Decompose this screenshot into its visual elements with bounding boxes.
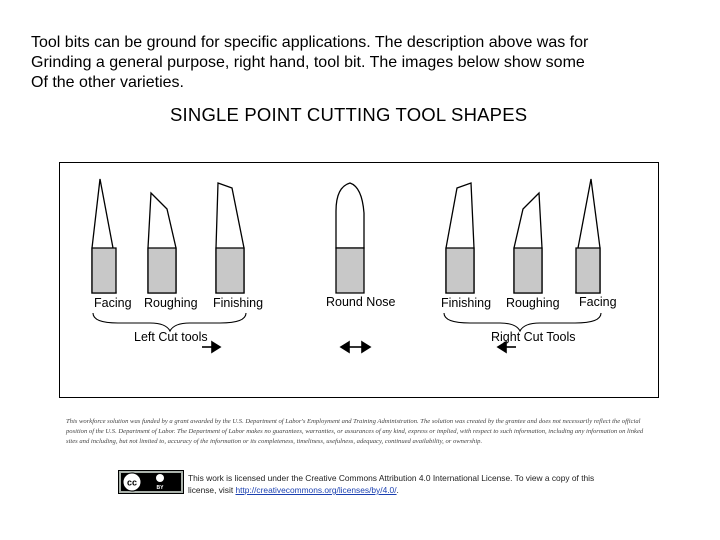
tool-left-finishing <box>216 183 244 293</box>
left-cut-arrow-head <box>212 342 220 352</box>
tool-left-facing <box>92 179 116 293</box>
tool-round-nose <box>336 183 364 293</box>
tool-right-finishing <box>446 183 474 293</box>
diagram-title: SINGLE POINT CUTTING TOOL SHAPES <box>170 104 528 125</box>
intro-paragraph <box>31 33 691 93</box>
intro-line-3: Of the other varieties. <box>31 74 184 91</box>
label-left-facing: Facing <box>94 296 132 310</box>
left-group-brace <box>93 313 246 331</box>
diagram-frame <box>59 162 659 398</box>
label-right-facing: Facing <box>579 295 617 309</box>
by-logo-text: BY <box>156 485 164 491</box>
right-group-brace <box>444 313 601 331</box>
cutting-tool-diagram <box>60 163 658 397</box>
label-left-group: Left Cut tools <box>134 330 208 344</box>
label-right-roughing: Roughing <box>506 296 560 310</box>
intro-line-2: Grinding a general purpose, right hand, tool bit. The images below show some <box>31 54 585 71</box>
label-right-group: Right Cut Tools <box>491 330 576 344</box>
intro-line-1: Tool bits can be ground for specific applications. The description above was for <box>31 34 589 51</box>
round-nose-arrow-right-head <box>362 342 370 352</box>
label-left-roughing: Roughing <box>144 296 198 310</box>
license-end: . <box>396 485 399 495</box>
cc-by-license-badge <box>118 470 184 494</box>
by-person-icon <box>156 474 164 482</box>
round-nose-arrow-left-head <box>341 342 349 352</box>
label-right-finishing: Finishing <box>441 296 492 310</box>
funding-disclaimer: This workforce solution was funded by a grant awarded by the U.S. Department of Labor's Employment and Training Administration. The solution was created by the grantee and does not necessarily reflect the official position of the U.S. Department of Labor. The Department of Labor makes no guarantees, warranties, or assurances of any kind, express or implied, with respect to such information, including any information on linked sites and including, but not limited to, accuracy of the information or its completeness, timeliness, usefulness, adequacy, continued availability, or ownership. <box>66 418 644 445</box>
label-round-nose: Round Nose <box>326 295 396 309</box>
license-notice <box>188 472 608 496</box>
cc-logo-text: cc <box>126 477 138 488</box>
label-left-finishing: Finishing <box>213 296 264 310</box>
license-text: This work is licensed under the Creative Commons Attribution 4.0 International License. To view a copy of this license, visit <box>188 473 595 495</box>
tool-right-facing <box>576 179 600 293</box>
license-link[interactable]: http://creativecommons.org/licenses/by/4.0/ <box>235 485 397 495</box>
tool-right-roughing <box>514 193 542 293</box>
tool-left-roughing <box>148 193 176 293</box>
